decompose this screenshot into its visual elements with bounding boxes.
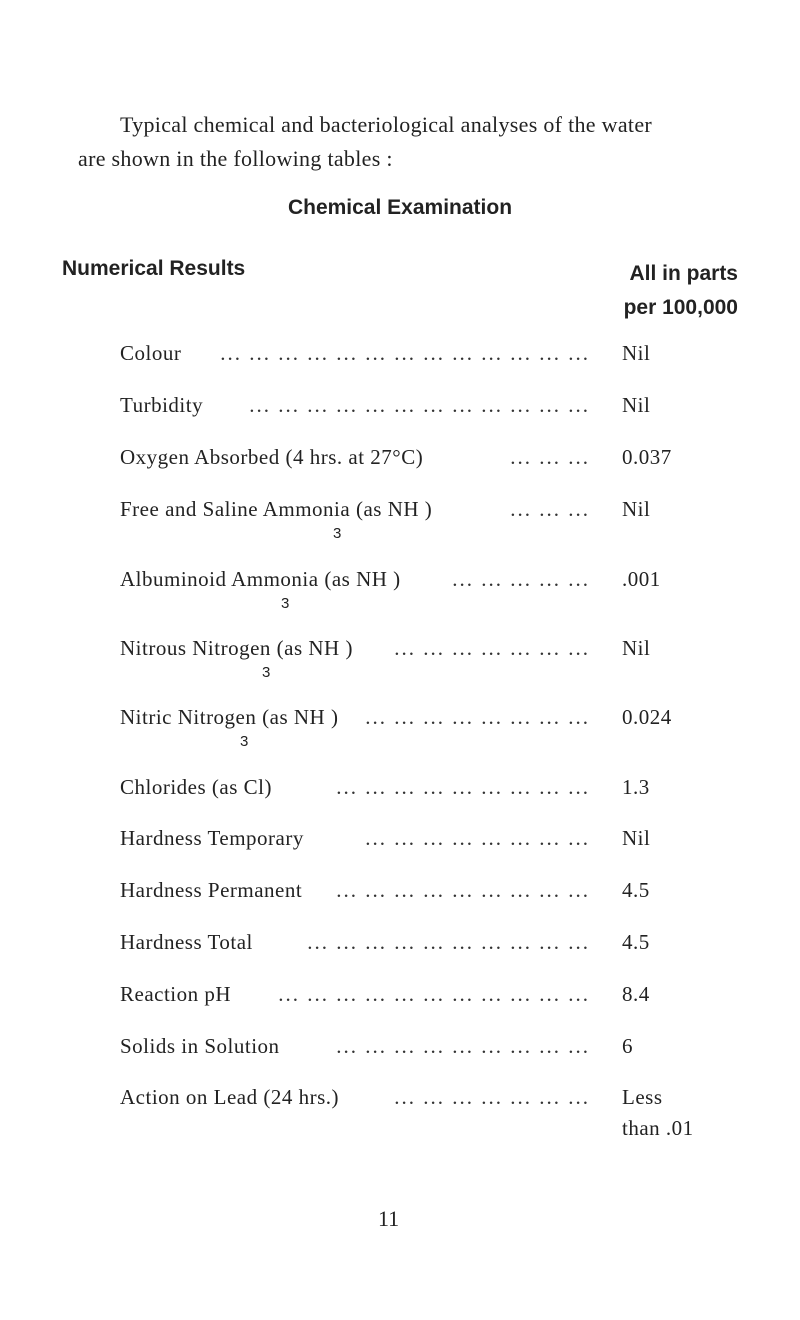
row-label: Nitric Nitrogen (as NH ) (120, 705, 339, 729)
intro-paragraph (78, 108, 758, 176)
row-value: Nil (622, 826, 651, 850)
table-row (120, 705, 740, 750)
row-value: 0.024 (622, 705, 672, 729)
row-value-continued: than .01 (622, 1116, 694, 1140)
leader-dots: ... ... ... ... ... ... ... ... ... ... ... ... ... (220, 341, 590, 365)
section-heading: Chemical Examination (287, 196, 513, 219)
table-row (120, 567, 740, 612)
leader-dots: ... ... ... ... ... ... ... ... (365, 826, 590, 850)
row-label: Hardness Temporary (120, 826, 304, 850)
row-value: 4.5 (622, 930, 650, 954)
row-value: 8.4 (622, 982, 650, 1006)
row-label: Solids in Solution (120, 1034, 280, 1058)
row-label: Hardness Total (120, 930, 253, 954)
table-row (120, 393, 740, 423)
table-row (120, 775, 740, 805)
subscript: 3 (240, 733, 249, 750)
table-row (120, 982, 740, 1012)
row-value: .001 (622, 567, 661, 591)
leader-dots: ... ... ... ... ... (452, 567, 590, 591)
intro-line-1: Typical chemical and bacteriological analyses of the water (120, 112, 653, 137)
table-row (120, 341, 740, 371)
row-value: Less (622, 1085, 663, 1109)
row-value: 0.037 (622, 445, 672, 469)
subscript: 3 (281, 595, 290, 612)
row-value: 4.5 (622, 878, 650, 902)
units-heading-line-2: per 100,000 (623, 296, 738, 319)
leader-dots: ... ... ... ... ... ... ... ... ... ... ... ... (249, 393, 590, 417)
page-number: 11 (378, 1206, 400, 1231)
leader-dots: ... ... ... ... ... ... ... ... ... (336, 1034, 590, 1058)
row-value: Nil (622, 497, 651, 521)
row-value: Nil (622, 341, 651, 365)
row-value: Nil (622, 636, 651, 660)
units-heading (598, 257, 738, 325)
leader-dots: ... ... ... ... ... ... ... (394, 636, 590, 660)
row-label: Chlorides (as Cl) (120, 775, 272, 799)
table-row (120, 826, 740, 856)
table-row (120, 878, 740, 908)
leader-dots: ... ... ... ... ... ... ... (394, 1085, 590, 1109)
row-label: Oxygen Absorbed (4 hrs. at 27°C) (120, 445, 424, 469)
row-label: Turbidity (120, 393, 204, 417)
leader-dots: ... ... ... (510, 445, 590, 469)
intro-line-2: are shown in the following tables : (78, 146, 393, 171)
numerical-results-heading: Numerical Results (62, 257, 246, 280)
subscript: 3 (333, 525, 342, 542)
table-row (120, 636, 740, 681)
leader-dots: ... ... ... ... ... ... ... ... ... (336, 775, 590, 799)
row-label: Hardness Permanent (120, 878, 303, 902)
leader-dots: ... ... ... ... ... ... ... ... ... ... (307, 930, 590, 954)
row-label: Free and Saline Ammonia (as NH ) (120, 497, 433, 521)
row-value: 1.3 (622, 775, 650, 799)
table-row (120, 1085, 740, 1145)
row-label: Colour (120, 341, 182, 365)
leader-dots: ... ... ... ... ... ... ... ... ... ... ... (278, 982, 590, 1006)
row-value: Nil (622, 393, 651, 417)
row-value: 6 (622, 1034, 633, 1058)
subscript: 3 (262, 664, 271, 681)
table-row (120, 930, 740, 960)
row-label: Action on Lead (24 hrs.) (120, 1085, 340, 1109)
leader-dots: ... ... ... (510, 497, 590, 521)
table-row (120, 445, 740, 475)
units-heading-line-1: All in parts (629, 262, 738, 285)
row-label: Albuminoid Ammonia (as NH ) (120, 567, 401, 591)
table-row (120, 497, 740, 542)
leader-dots: ... ... ... ... ... ... ... ... (365, 705, 590, 729)
table-row (120, 1034, 740, 1064)
row-label: Reaction pH (120, 982, 232, 1006)
leader-dots: ... ... ... ... ... ... ... ... ... (336, 878, 590, 902)
row-label: Nitrous Nitrogen (as NH ) (120, 636, 353, 660)
